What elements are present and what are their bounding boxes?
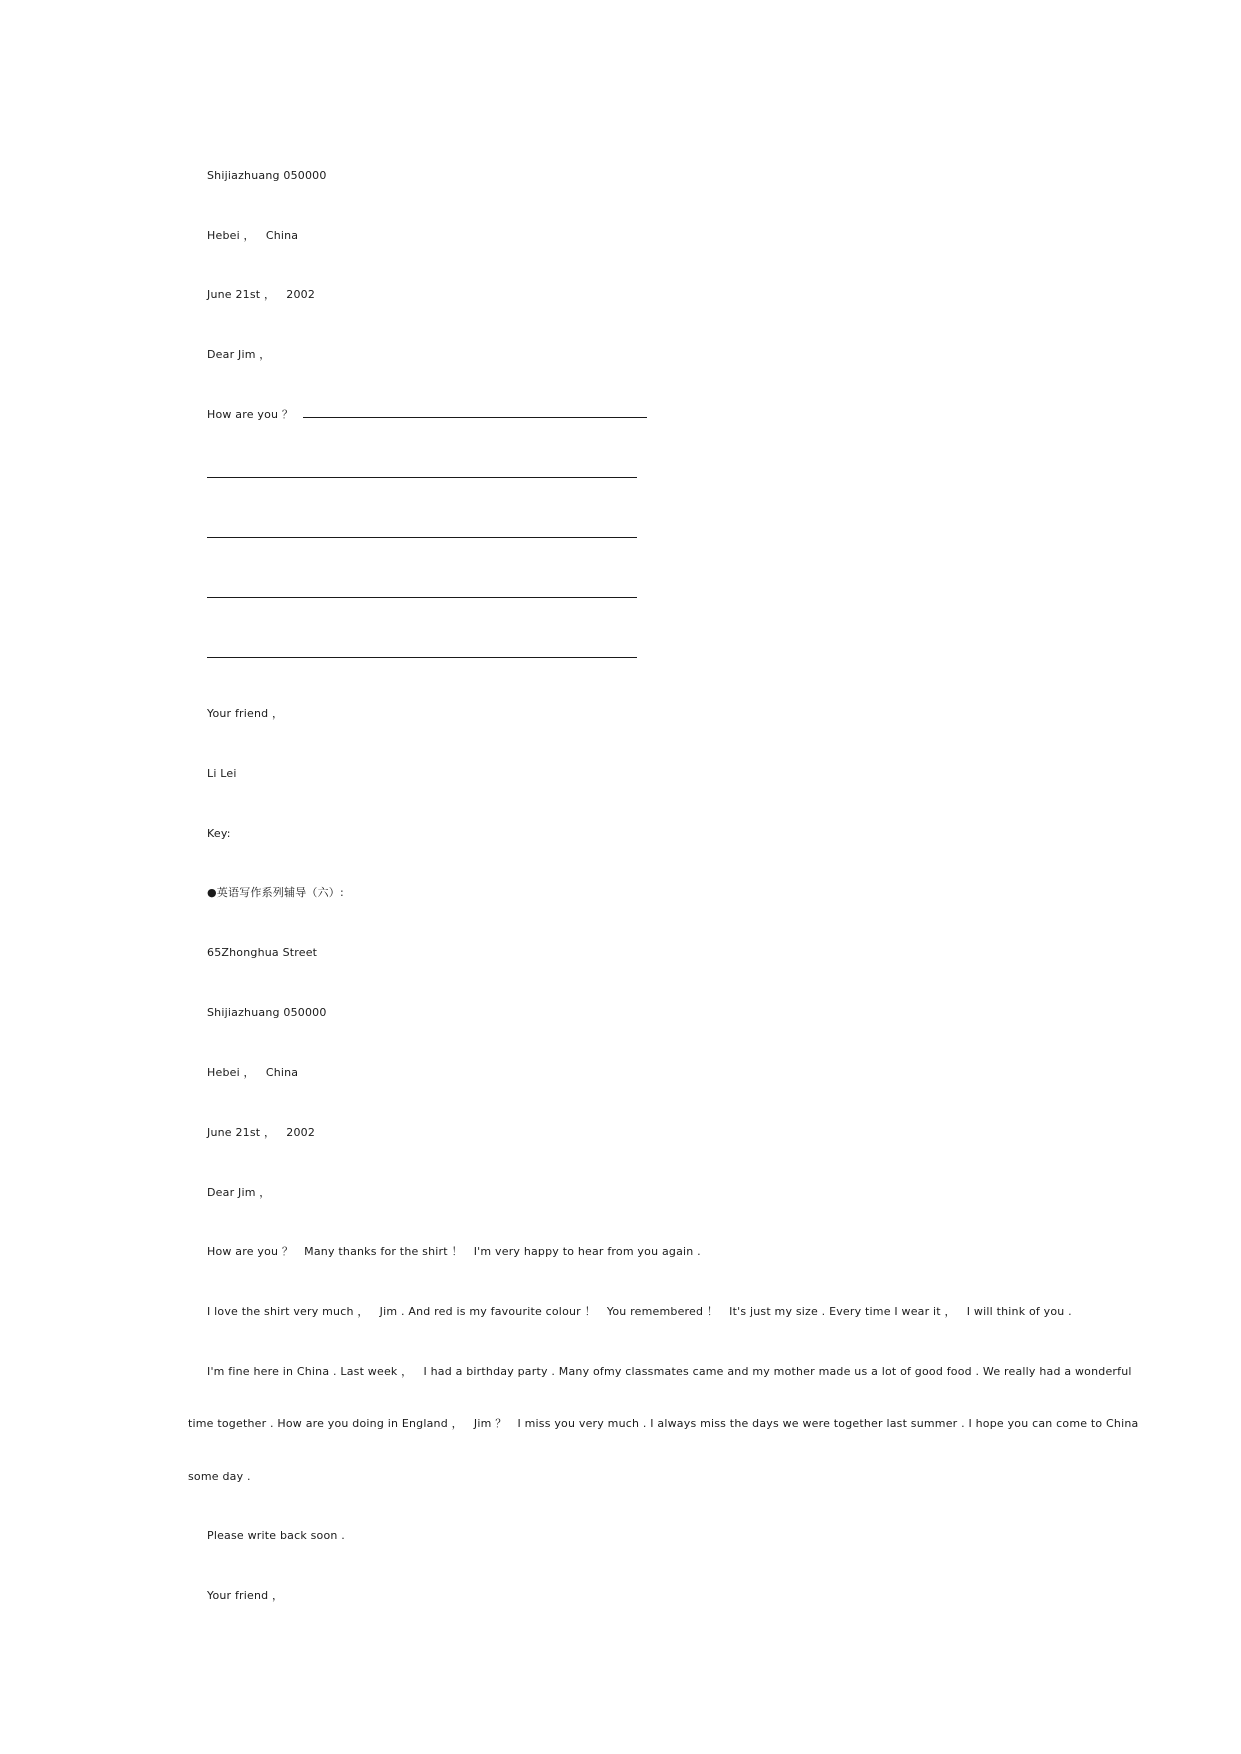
- key-label: Key:: [207, 827, 231, 840]
- body-paragraph-3-line-2: time together . How are you doing in England ， Jim ？ I miss you very much . I always miss the days we were together last summer . I hope you can come to China: [188, 1417, 1139, 1430]
- answer-line: [207, 588, 637, 602]
- address-city: Shijiazhuang 050000: [207, 1006, 327, 1019]
- address-street: 65Zhonghua Street: [207, 946, 318, 959]
- letter-date: June 21st ， 2002: [207, 1126, 316, 1139]
- salutation: Dear Jim ，: [207, 1186, 271, 1199]
- body-paragraph-2: I love the shirt very much ， Jim . And red is my favourite colour ！ You remembered ！ It's just my size . Every time I wear it ， I will think of you .: [207, 1305, 1072, 1318]
- body-paragraph-4: Please write back soon .: [207, 1529, 345, 1542]
- letter-date: June 21st ， 2002: [207, 288, 316, 301]
- answer-blank[interactable]: [207, 588, 637, 598]
- opening-text: How are you ？: [207, 408, 294, 421]
- closing: Your friend ，: [207, 707, 284, 720]
- answer-blank[interactable]: [207, 468, 637, 478]
- salutation: Dear Jim ，: [207, 348, 271, 361]
- opening-line: [207, 408, 647, 422]
- answer-line: [207, 528, 637, 542]
- answer-blank[interactable]: [207, 528, 637, 538]
- answer-line: [207, 468, 637, 482]
- answer-blank[interactable]: [303, 408, 647, 418]
- body-paragraph-3-line-3: some day .: [188, 1470, 251, 1483]
- address-province: Hebei ， China: [207, 229, 299, 242]
- answer-line: [207, 648, 637, 662]
- section-heading: ●英语写作系列辅导（六）:: [207, 886, 344, 899]
- answer-blank[interactable]: [207, 648, 637, 658]
- address-province: Hebei ， China: [207, 1066, 299, 1079]
- address-city: Shijiazhuang 050000: [207, 169, 327, 182]
- signature: Li Lei: [207, 767, 237, 780]
- body-paragraph-1: How are you ？ Many thanks for the shirt ！ I'm very happy to hear from you again .: [207, 1245, 701, 1258]
- body-paragraph-3-line-1: I'm fine here in China . Last week ， I had a birthday party . Many ofmy classmates came and my mother made us a lot of good food . We really had a wonderful: [207, 1365, 1132, 1378]
- closing: Your friend ，: [207, 1589, 284, 1602]
